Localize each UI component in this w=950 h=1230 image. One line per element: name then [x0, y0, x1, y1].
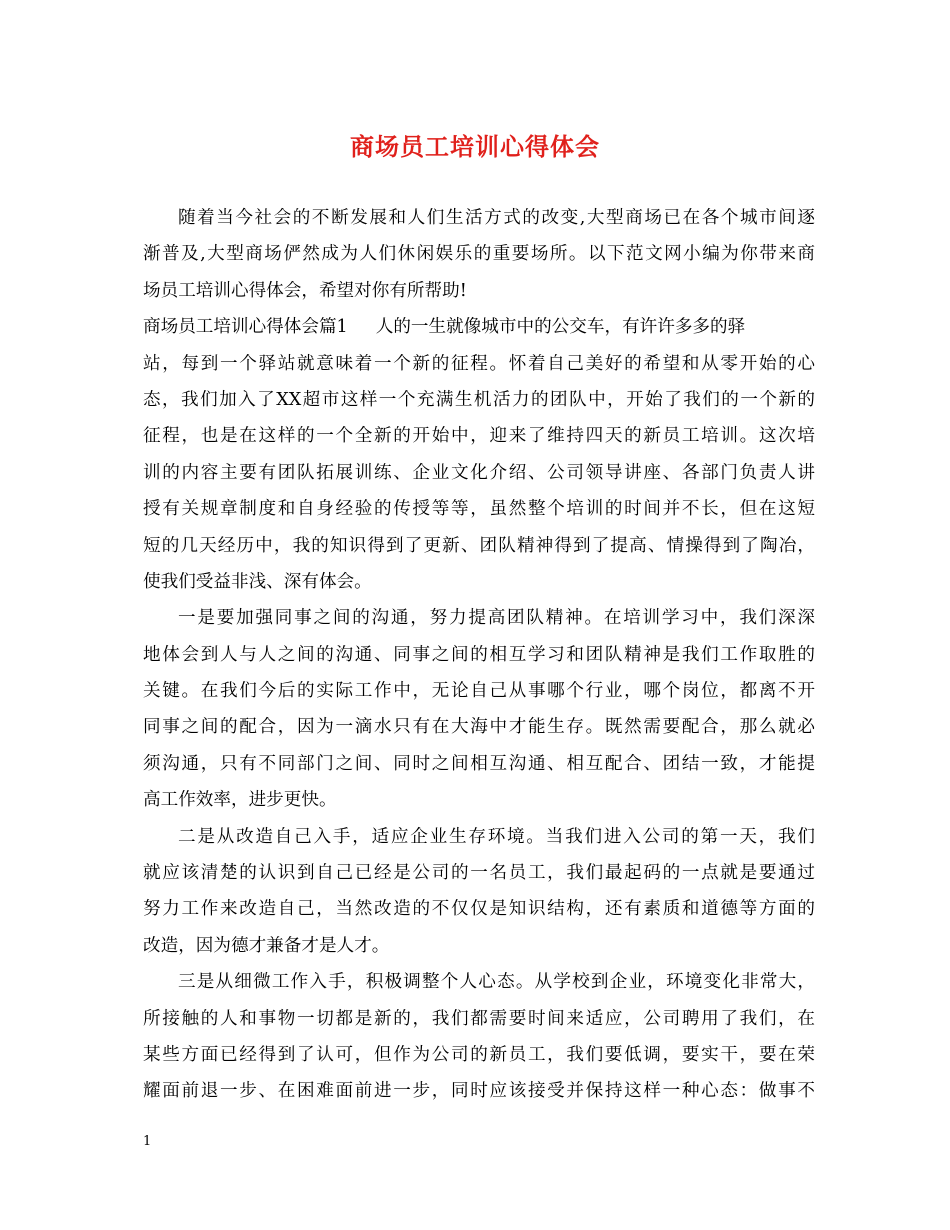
- body-line: 三是从细微工作入手，积极调整个人心态。从学校到企业，环境变化非常大，: [178, 972, 815, 993]
- body-line: 征程，也是在这样的一个全新的开始中，迎来了维持四天的新员工培训。这次培: [143, 426, 815, 447]
- body-line: 一是要加强同事之间的沟通，努力提高团队精神。在培训学习中，我们深深: [178, 608, 815, 629]
- body-line: 关键。在我们今后的实际工作中，无论自己从事哪个行业，哪个岗位，都离不开: [143, 681, 815, 702]
- body-line: 高工作效率，进步更快。: [143, 790, 337, 811]
- body-line: 训的内容主要有团队拓展训练、企业文化介绍、公司领导讲座、各部门负责人讲: [143, 462, 815, 483]
- body-line-text: 人的一生就像城市中的公交车，有许许多多的驿: [375, 317, 746, 338]
- body-line: 耀面前退一步、在困难面前进一步，同时应该接受并保持这样一种心态：做事不: [143, 1081, 815, 1102]
- body-line: 就应该清楚的认识到自己已经是公司的一名员工，我们最起码的一点就是要通过: [143, 863, 815, 884]
- body-line: 站，每到一个驿站就意味着一个新的征程。怀着自己美好的希望和从零开始的心: [143, 353, 815, 374]
- body-line: 使我们受益非浅、深有体会。: [143, 571, 372, 592]
- body-line: 地体会到人与人之间的沟通、同事之间的相互学习和团队精神是我们工作取胜的: [143, 644, 815, 665]
- body-line: 同事之间的配合，因为一滴水只有在大海中才能生存。既然需要配合，那么就必: [143, 717, 815, 738]
- body-line: 二是从改造自己入手，适应企业生存环境。当我们进入公司的第一天，我们: [178, 826, 815, 847]
- body-line: [143, 309, 815, 345]
- body-line: 所接触的人和事物一切都是新的，我们都需要时间来适应，公司聘用了我们，在: [143, 1008, 815, 1029]
- body-line: 改造，因为德才兼备才是人才。: [143, 935, 390, 956]
- body-line: 须沟通，只有不同部门之间、同时之间相互沟通、相互配合、团结一致，才能提: [143, 753, 815, 774]
- body-line: 随着当今社会的不断发展和人们生活方式的改变,大型商场已在各个城市间逐: [178, 208, 815, 228]
- body-line: 某些方面已经得到了认可，但作为公司的新员工，我们要低调，要实干，要在荣: [143, 1044, 815, 1065]
- body-line: 场员工培训心得体会，希望对你有所帮助!: [143, 280, 467, 301]
- body-line: 渐普及,大型商场俨然成为人们休闲娱乐的重要场所。以下范文网小编为你带来商: [143, 244, 815, 265]
- document-body: [143, 200, 815, 1110]
- body-line: 态，我们加入了XX超市这样一个充满生机活力的团队中，开始了我们的一个新的: [143, 389, 815, 410]
- body-line: 授有关规章制度和自身经验的传授等等，虽然整个培训的时间并不长，但在这短: [143, 499, 815, 520]
- section-heading: 商场员工培训心得体会篇1: [143, 317, 348, 338]
- page-number: 1: [143, 1134, 152, 1149]
- body-line: 短的几天经历中，我的知识得到了更新、团队精神得到了提高、情操得到了陶冶，: [143, 535, 815, 556]
- body-line: 努力工作来改造自己，当然改造的不仅仅是知识结构，还有素质和道德等方面的: [143, 899, 815, 920]
- document-title: 商场员工培训心得体会: [350, 132, 600, 161]
